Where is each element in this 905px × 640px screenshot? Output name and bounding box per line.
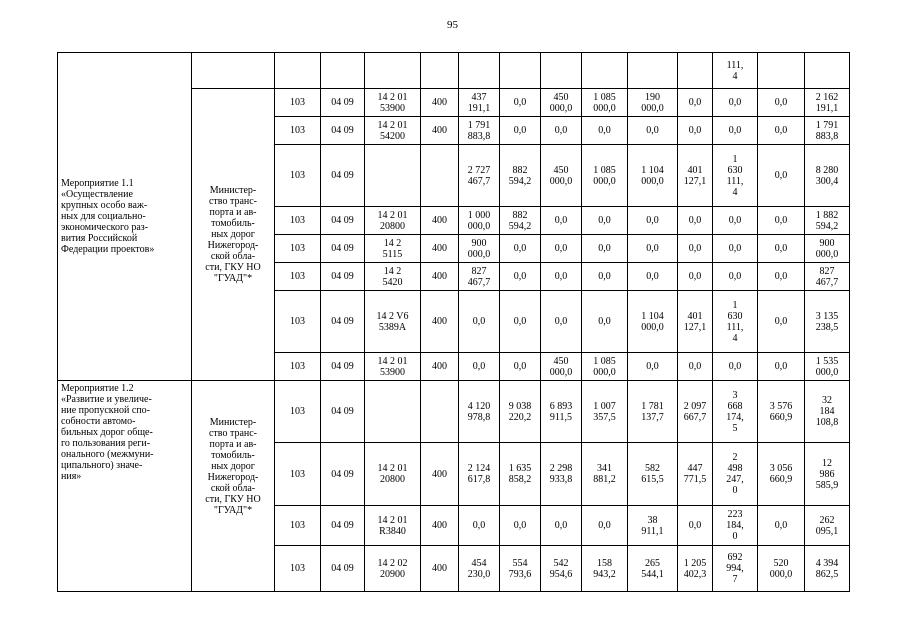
table-cell: 0,0 [500, 89, 541, 117]
table-cell: 0,0 [678, 263, 713, 291]
table-cell: 0,0 [500, 263, 541, 291]
table-cell: 1 104 000,0 [628, 291, 678, 353]
table-cell: 223 184, 0 [713, 506, 758, 546]
table-cell: 103 [275, 291, 321, 353]
table-cell: 0,0 [713, 353, 758, 381]
table-cell: 0,0 [500, 291, 541, 353]
table-cell: 32 184 108,8 [805, 381, 850, 443]
table-row [58, 381, 850, 443]
table-cell: 0,0 [758, 89, 805, 117]
table-cell: 1 791 883,8 [459, 117, 500, 145]
table-cell: 0,0 [758, 506, 805, 546]
table-cell: 0,0 [582, 291, 628, 353]
table-cell: 9 038 220,2 [500, 381, 541, 443]
table-cell: 520 000,0 [758, 546, 805, 592]
table-cell: 400 [421, 506, 459, 546]
table-cell: 1 635 858,2 [500, 443, 541, 506]
table-cell: 1 630 111, 4 [713, 291, 758, 353]
table-cell: 0,0 [713, 117, 758, 145]
table-cell [365, 145, 421, 207]
table-cell: 0,0 [758, 207, 805, 235]
table-cell [758, 53, 805, 89]
table-cell: 450 000,0 [541, 145, 582, 207]
table-cell: 04 09 [321, 443, 365, 506]
table-cell: 1 205 402,3 [678, 546, 713, 592]
table-cell: 0,0 [459, 353, 500, 381]
table-cell: 400 [421, 443, 459, 506]
table-cell: 0,0 [758, 117, 805, 145]
table-cell: 0,0 [500, 117, 541, 145]
table-cell: 3 135 238,5 [805, 291, 850, 353]
table-cell: 0,0 [500, 506, 541, 546]
table-cell [321, 53, 365, 89]
table-cell: 341 881,2 [582, 443, 628, 506]
table-cell: 400 [421, 117, 459, 145]
table-cell: 2 097 667,7 [678, 381, 713, 443]
table-cell: 2 124 617,8 [459, 443, 500, 506]
table-cell: 0,0 [541, 117, 582, 145]
table-cell: 14 2 01 20800 [365, 207, 421, 235]
table-cell: 103 [275, 353, 321, 381]
table-cell: 262 095,1 [805, 506, 850, 546]
table-cell [459, 53, 500, 89]
table-cell: 14 2 01 20800 [365, 443, 421, 506]
table-cell: 3 668 174, 5 [713, 381, 758, 443]
table-cell: 0,0 [541, 506, 582, 546]
table-cell: 0,0 [459, 506, 500, 546]
table-cell: 0,0 [758, 353, 805, 381]
table-cell: 04 09 [321, 117, 365, 145]
table-cell: 0,0 [758, 235, 805, 263]
table-cell: 437 191,1 [459, 89, 500, 117]
table-cell: 400 [421, 235, 459, 263]
table-cell: 900 000,0 [805, 235, 850, 263]
table-cell: 400 [421, 353, 459, 381]
table-cell: 0,0 [628, 117, 678, 145]
table-cell: 400 [421, 291, 459, 353]
table-cell: 582 615,5 [628, 443, 678, 506]
table-cell: 103 [275, 546, 321, 592]
table-cell: 14 2 5115 [365, 235, 421, 263]
table-cell: 6 893 911,5 [541, 381, 582, 443]
table-cell: 0,0 [713, 235, 758, 263]
table-cell: 103 [275, 381, 321, 443]
table-cell: 1 085 000,0 [582, 89, 628, 117]
table-cell: 04 09 [321, 89, 365, 117]
table-cell [365, 53, 421, 89]
table-cell: 04 09 [321, 263, 365, 291]
table-cell: 0,0 [758, 263, 805, 291]
table-cell: 158 943,2 [582, 546, 628, 592]
table-cell: 14 2 01 54200 [365, 117, 421, 145]
table-cell: 0,0 [628, 207, 678, 235]
table-cell: 0,0 [628, 263, 678, 291]
table-cell: 447 771,5 [678, 443, 713, 506]
table-cell: 0,0 [582, 207, 628, 235]
table-cell: 14 2 01 53900 [365, 89, 421, 117]
table-cell: 103 [275, 235, 321, 263]
table-cell: 542 954,6 [541, 546, 582, 592]
table-cell: 14 2 5420 [365, 263, 421, 291]
table-cell: 900 000,0 [459, 235, 500, 263]
table-cell: 103 [275, 443, 321, 506]
table-cell: 1 007 357,5 [582, 381, 628, 443]
table-cell: 103 [275, 263, 321, 291]
table-cell: 04 09 [321, 235, 365, 263]
table-cell: 0,0 [628, 353, 678, 381]
table-cell: 04 09 [321, 546, 365, 592]
table-cell: 0,0 [582, 506, 628, 546]
owner-cell: Министер- ство транс- порта и ав- томобиль- ных дорог Нижегород- ской обла- сти, ГКУ НО "ГУАД"* [192, 89, 275, 381]
table-cell: 04 09 [321, 381, 365, 443]
table-cell: 04 09 [321, 291, 365, 353]
table-cell: 1 535 000,0 [805, 353, 850, 381]
table-cell: 1 630 111, 4 [713, 145, 758, 207]
table-cell: 04 09 [321, 145, 365, 207]
table-cell: 8 280 300,4 [805, 145, 850, 207]
owner-cell-empty [192, 53, 275, 89]
table-cell [421, 53, 459, 89]
table-cell: 04 09 [321, 207, 365, 235]
table-cell: 0,0 [500, 235, 541, 263]
table-cell: 2 727 467,7 [459, 145, 500, 207]
table-cell: 0,0 [758, 145, 805, 207]
table-cell: 0,0 [758, 291, 805, 353]
table-cell [541, 53, 582, 89]
table-cell: 401 127,1 [678, 145, 713, 207]
table-cell: 450 000,0 [541, 89, 582, 117]
table-cell: 0,0 [678, 117, 713, 145]
table-cell: 0,0 [541, 263, 582, 291]
table-cell: 0,0 [582, 117, 628, 145]
table-cell: 1 791 883,8 [805, 117, 850, 145]
table-cell: 450 000,0 [541, 353, 582, 381]
table-cell: 2 298 933,8 [541, 443, 582, 506]
table-cell: 190 000,0 [628, 89, 678, 117]
table-cell: 401 127,1 [678, 291, 713, 353]
table-cell: 103 [275, 207, 321, 235]
table-cell: 12 986 585,9 [805, 443, 850, 506]
table-cell: 0,0 [713, 263, 758, 291]
table-cell: 0,0 [678, 89, 713, 117]
table-cell: 1 000 000,0 [459, 207, 500, 235]
table-cell: 38 911,1 [628, 506, 678, 546]
table-cell: 2 162 191,1 [805, 89, 850, 117]
table-cell: 0,0 [678, 207, 713, 235]
measure-title-cell: Мероприятие 1.2 «Развитие и увеличе- ние пропускной спо- собности автомо- бильных дорог обще- го пользования реги- онального (межмуни- ципального) значе- ния» [58, 381, 192, 592]
table-cell: 0,0 [713, 89, 758, 117]
table-cell: 103 [275, 89, 321, 117]
table-cell: 882 594,2 [500, 207, 541, 235]
table-cell: 0,0 [500, 353, 541, 381]
table-cell: 2 498 247, 0 [713, 443, 758, 506]
table-cell [582, 53, 628, 89]
table-cell: 882 594,2 [500, 145, 541, 207]
table-cell: 400 [421, 207, 459, 235]
table-cell [678, 53, 713, 89]
owner-cell: Министер- ство транс- порта и ав- томобиль- ных дорог Нижегород- ской обла- сти, ГКУ НО "ГУАД"* [192, 381, 275, 592]
table-cell [421, 381, 459, 443]
table-cell: 0,0 [459, 291, 500, 353]
table-cell: 04 09 [321, 353, 365, 381]
table-cell [500, 53, 541, 89]
table-cell [365, 381, 421, 443]
table-cell: 14 2 01 53900 [365, 353, 421, 381]
table-cell: 14 2 02 20900 [365, 546, 421, 592]
table-cell: 0,0 [541, 207, 582, 235]
table-cell: 400 [421, 89, 459, 117]
table-cell: 1 104 000,0 [628, 145, 678, 207]
table-cell: 3 056 660,9 [758, 443, 805, 506]
table-cell: 554 793,6 [500, 546, 541, 592]
table-row [58, 53, 850, 89]
table-cell: 0,0 [678, 353, 713, 381]
table-cell: 827 467,7 [805, 263, 850, 291]
table-cell: 4 120 978,8 [459, 381, 500, 443]
table-cell: 0,0 [582, 235, 628, 263]
table-cell [421, 145, 459, 207]
table-cell: 4 394 862,5 [805, 546, 850, 592]
table-cell [275, 53, 321, 89]
table-cell: 111, 4 [713, 53, 758, 89]
table-cell: 1 781 137,7 [628, 381, 678, 443]
table-cell: 14 2 01 R3840 [365, 506, 421, 546]
table-cell: 0,0 [628, 235, 678, 263]
table-cell: 400 [421, 546, 459, 592]
table-cell: 692 994, 7 [713, 546, 758, 592]
table-cell: 1 882 594,2 [805, 207, 850, 235]
table-cell: 0,0 [678, 506, 713, 546]
table-cell: 14 2 V6 5389A [365, 291, 421, 353]
table-cell: 103 [275, 117, 321, 145]
table-cell: 0,0 [541, 235, 582, 263]
table-cell: 265 544,1 [628, 546, 678, 592]
table-cell: 0,0 [582, 263, 628, 291]
table-cell: 454 230,0 [459, 546, 500, 592]
table-cell: 0,0 [713, 207, 758, 235]
table-cell: 827 467,7 [459, 263, 500, 291]
table-cell: 3 576 660,9 [758, 381, 805, 443]
budget-table [57, 52, 850, 592]
table-cell: 0,0 [541, 291, 582, 353]
table-cell: 400 [421, 263, 459, 291]
table-cell: 04 09 [321, 506, 365, 546]
table-cell [628, 53, 678, 89]
table-cell: 1 085 000,0 [582, 353, 628, 381]
table-cell: 1 085 000,0 [582, 145, 628, 207]
page-number: 95 [447, 19, 458, 31]
table-cell: 103 [275, 506, 321, 546]
table-cell [805, 53, 850, 89]
table-cell: 0,0 [678, 235, 713, 263]
table-cell: 103 [275, 145, 321, 207]
measure-title-cell: Мероприятие 1.1 «Осуществление крупных особо важ- ных для социально- экономического раз- вития Российской Федерации проектов» [58, 53, 192, 381]
